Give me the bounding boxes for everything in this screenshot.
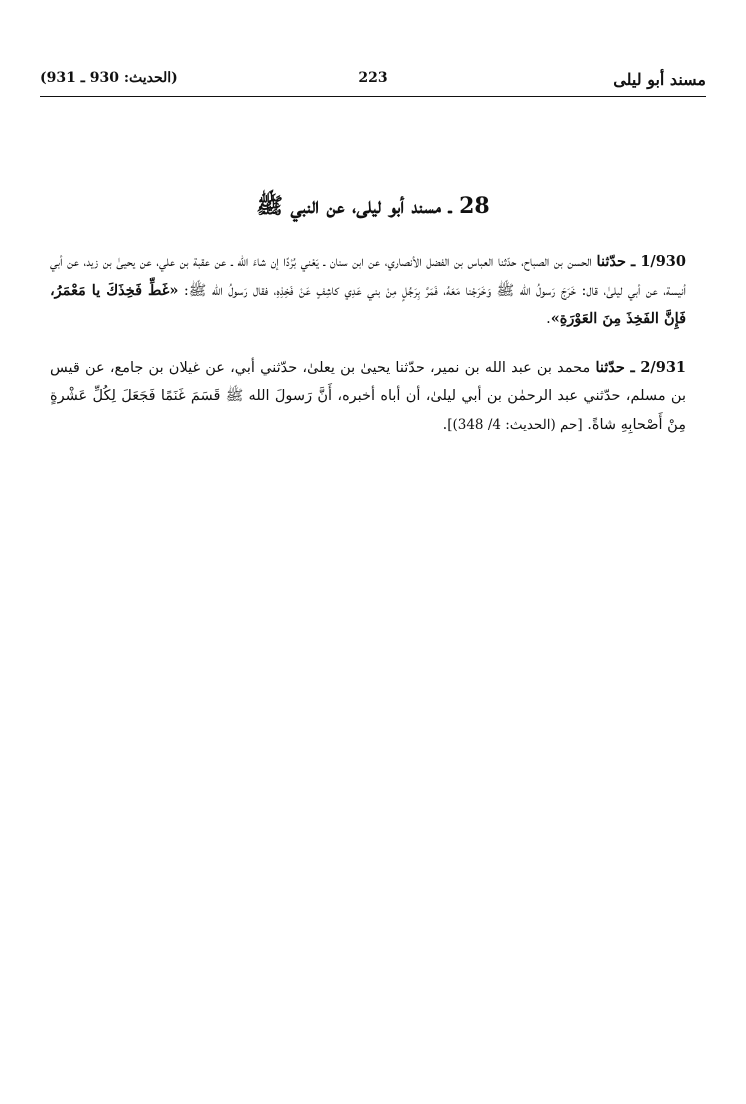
hadith-number: 2/931 — [640, 358, 686, 376]
page-number: 223 — [358, 70, 388, 86]
header-divider — [40, 96, 706, 97]
prophetic-saying: «غَطِّ فَخِذَكَ يا مَعْمَرُ، فَإِنَّ الفَخِذَ مِنَ العَوْرَةِ» — [50, 281, 686, 327]
narration-opening: حدّثنا — [596, 253, 626, 270]
hadith-ending: . — [546, 311, 551, 327]
hadith-930 — [50, 248, 686, 334]
section-title: 28 ـ مسند أبو ليلى، عن النبي ﷺ — [256, 193, 490, 219]
book-title: مسند أبو ليلى — [613, 70, 706, 89]
source-reference: [حم (الحديث: 4/ 348)] — [447, 416, 583, 433]
hadith-number-dash: ـ — [624, 358, 641, 376]
hadith-number: 1/930 — [640, 253, 686, 270]
hadith-range-reference: (الحديث: 930 ـ 931) — [40, 70, 178, 86]
running-header — [40, 66, 706, 96]
hadith-ending: . — [442, 416, 448, 433]
hadith-number-dash: ـ — [625, 253, 641, 270]
hadith-chain-text: الحسن بن الصباح، حدّثنا العباس بن الفضل الأنصاري، عن ابن سنان ـ يَعْني بُرْدًا إن شاءَ الله ـ عن عقبة بن علي، عن يحيىٰ بن زيد، عن أبي أنيسة، عن أبي ليلىٰ، قال: خَرَجَ رَسولُ الله ﷺ وَخَرَجْنا مَعَهُ، فَمَرَّ بِرَجُلٍ مِنْ بني عَدِي كاشِفٍ عَنْ فَخِذِهِ، فقال رَسولُ الله ﷺ: — [50, 254, 686, 299]
hadith-931 — [50, 354, 686, 440]
hadith-chain-text: محمد بن عبد الله بن نمير، حدّثنا يحيىٰ بن يعلىٰ، حدّثني أبي، عن غيلان بن جامع، عن قيس بن مسلم، حدّثني عبد الرحمٰن بن أبي ليلىٰ، أن أباه أخبره، أَنَّ رَسولَ الله ﷺ قَسَمَ غَنَمًا فَجَعَلَ لِكُلِّ عَشْرةٍ مِنْ أَصْحابِهِ شاةً. — [50, 359, 686, 433]
narration-opening: حدّثنا — [595, 358, 625, 376]
hadith-list — [50, 248, 686, 439]
